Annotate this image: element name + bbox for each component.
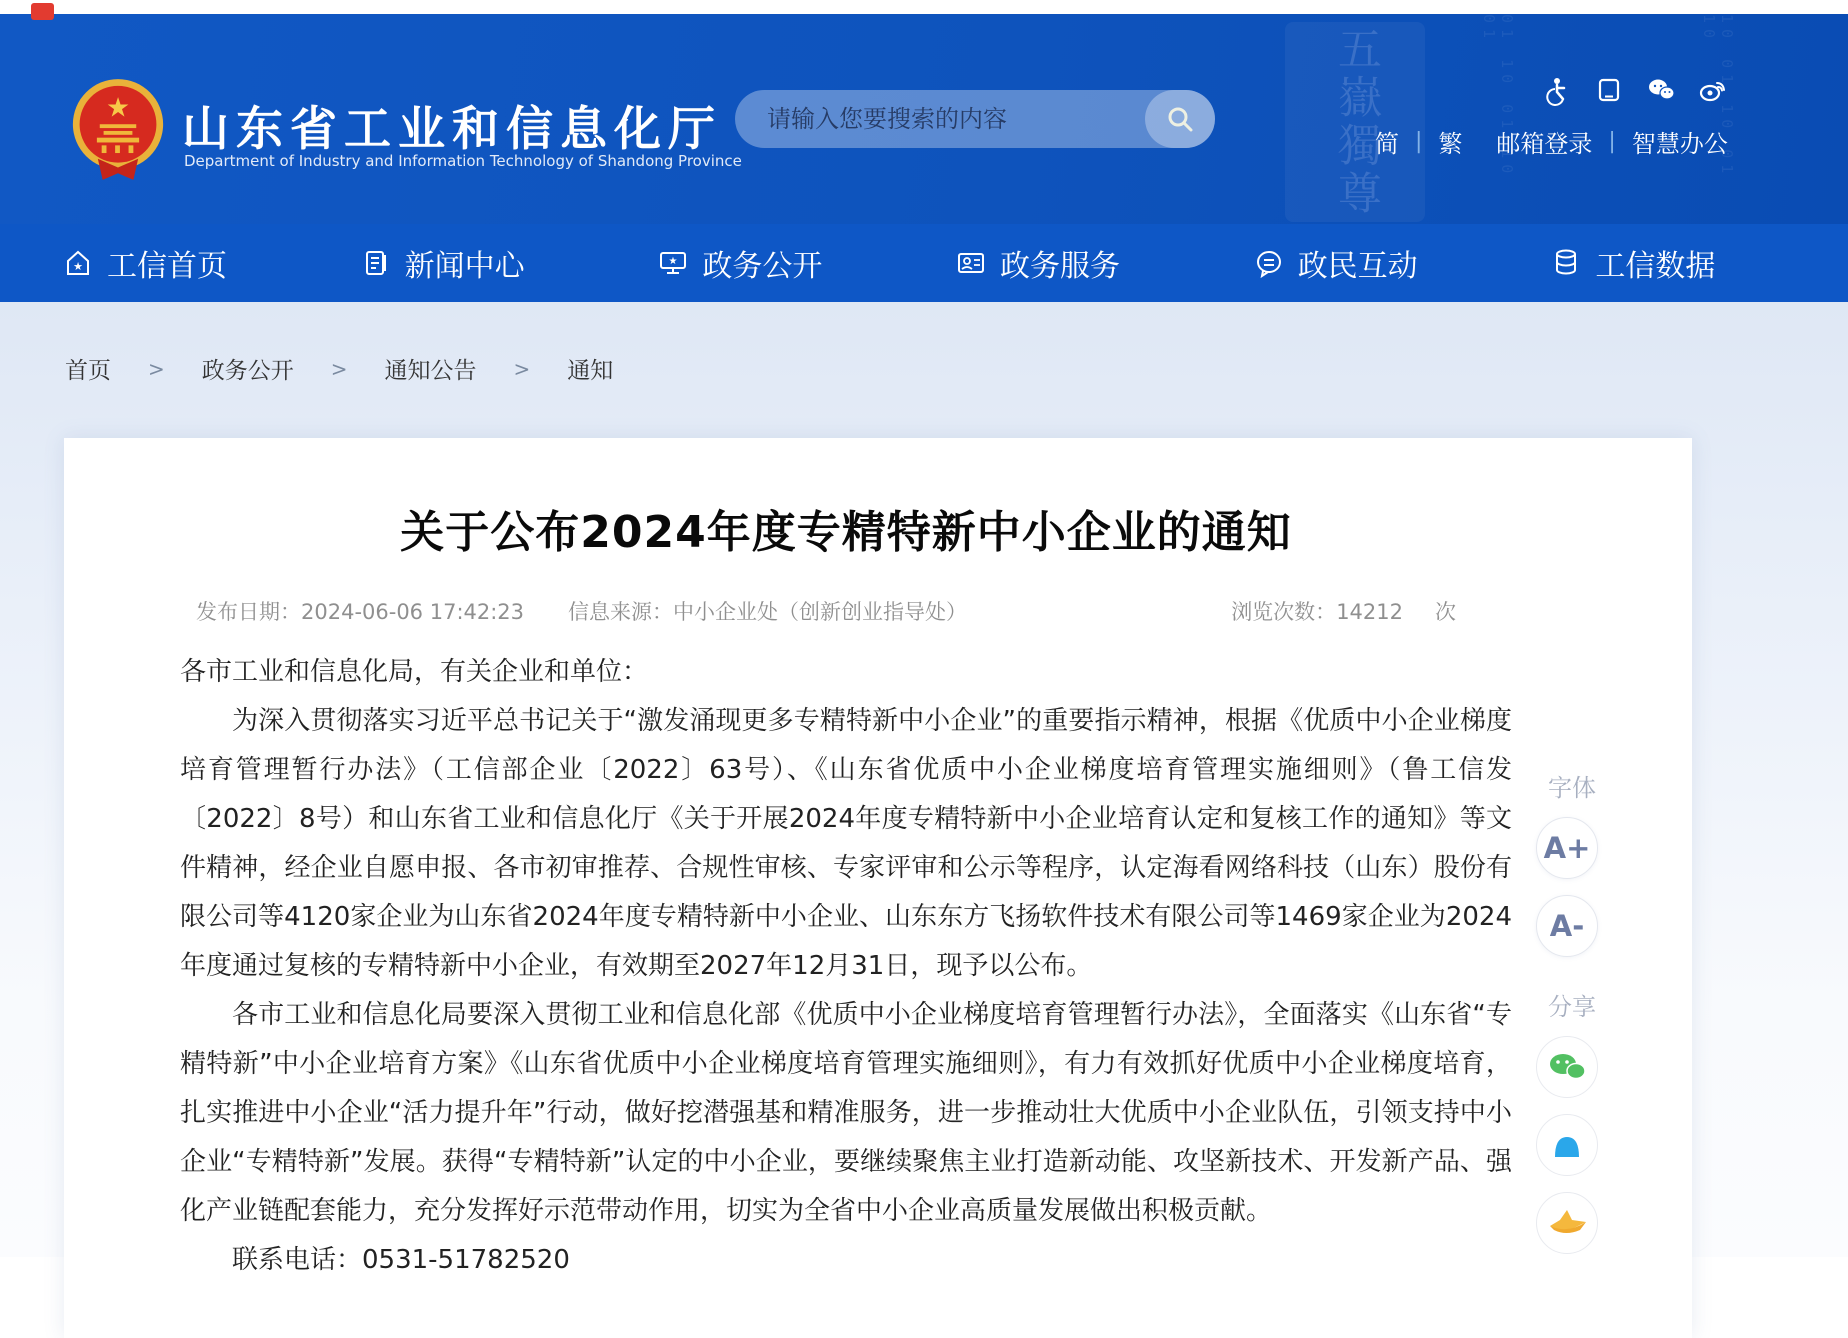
wechat-icon[interactable]	[1647, 76, 1675, 104]
smart-office-link[interactable]: 智慧办公	[1631, 130, 1728, 158]
lang-traditional-link[interactable]: 繁	[1438, 130, 1463, 158]
svg-text:★: ★	[73, 260, 83, 273]
main-nav	[0, 224, 1848, 302]
nav-item-gov-services[interactable]	[955, 241, 1253, 285]
search-button[interactable]	[1145, 90, 1215, 148]
nav-label: 工信首页	[107, 249, 227, 284]
qq-share-button[interactable]	[1536, 1114, 1598, 1176]
nav-label: 工信数据	[1595, 249, 1716, 284]
nav-item-data[interactable]	[1550, 241, 1848, 285]
search-input[interactable]	[735, 105, 1145, 133]
nav-label: 政务服务	[1000, 249, 1121, 284]
paragraph: 联系电话：0531-51782520	[232, 1245, 570, 1275]
qzone-share-button[interactable]	[1536, 1192, 1598, 1254]
accessibility-icon[interactable]	[1543, 76, 1571, 104]
nav-label: 政民互动	[1297, 249, 1418, 284]
breadcrumb-separator: >	[148, 356, 165, 381]
search-bar	[735, 90, 1215, 148]
article-title: 关于公布2024年度专精特新中小企业的通知	[400, 507, 1292, 558]
home-icon	[62, 247, 94, 279]
divider: |	[1608, 129, 1616, 154]
wechat-share-button[interactable]	[1536, 1036, 1598, 1098]
font-decrease-button[interactable]: A-	[1536, 895, 1598, 957]
mail-login-link[interactable]: 邮箱登录	[1496, 130, 1593, 158]
paragraph: 各市工业和信息化局要深入贯彻工业和信息化部《优质中小企业梯度培育管理暂行办法》，全面落实《山东省“专精特新”中小企业培育方案》《山东省优质中小企业梯度培育管理实施细则》，有力有效抓好优质中小企业梯度培育，扎实推进中小企业“活力提升年”行动，做好挖潜强基和精准服务，进一步推动壮大优质中小企业队伍，引领支持中小企业“专精特新”发展。获得“专精特新”认定的中小企业，要继续聚焦主业打造新动能、攻坚新技术、开发新产品、强化产业链配套能力，充分发挥好示范带动作用，切实为全省中小企业高质量发展做出积极贡献。	[180, 1000, 1512, 1226]
top-strip	[0, 0, 1848, 14]
svg-text:★: ★	[668, 256, 678, 267]
nav-item-home[interactable]	[62, 241, 360, 285]
breadcrumb-separator: >	[513, 356, 531, 381]
publish-date: 发布日期：2024-06-06 17:42:23	[196, 600, 525, 624]
views-count: 14212	[1336, 600, 1403, 624]
news-icon	[360, 247, 392, 279]
search-icon	[1165, 104, 1195, 134]
info-source: 信息来源：中小企业处（创新创业指导处）	[568, 600, 968, 624]
red-indicator-icon	[31, 3, 54, 20]
views-label: 浏览次数：	[1231, 600, 1337, 624]
wechat-share-icon	[1547, 1050, 1587, 1084]
site-title: 山东省工业和信息化厅	[182, 102, 722, 157]
header-quick-icons	[1543, 76, 1727, 104]
header-links	[1375, 124, 1728, 159]
chat-icon	[1253, 247, 1285, 279]
breadcrumb-separator: >	[330, 356, 348, 381]
site-subtitle: Department of Industry and Information Technology of Shandong Province	[184, 152, 742, 170]
divider: |	[1415, 129, 1423, 154]
nav-label: 新闻中心	[404, 249, 525, 284]
views-unit: 次	[1435, 600, 1456, 624]
qzone-share-icon	[1546, 1208, 1588, 1238]
nav-item-gov-disclosure[interactable]	[657, 241, 955, 285]
qq-share-icon	[1549, 1129, 1585, 1161]
share-label: 分享	[1548, 993, 1596, 1021]
binary-decor: 01 10 01 10 01	[1480, 14, 1516, 180]
nav-item-news[interactable]	[360, 241, 658, 285]
breadcrumb	[65, 352, 613, 385]
binary-decor: 10 01 10 01 10	[1700, 14, 1736, 180]
paragraph: 为深入贯彻落实习近平总书记关于“激发涌现更多专精特新中小企业”的重要指示精神，根据《优质中小企业梯度培育管理暂行办法》（工信部企业〔2022〕63号）、《山东省优质中小企业梯度培育管理实施细则》（鲁工信发〔2022〕8号）和山东省工业和信息化厅《关于开展2024年度专精特新中小企业培育认定和复核工作的通知》等文件精神，经企业自愿申报、各市初审推荐、合规性审核、专家评审和公示等程序，认定海看网络科技（山东）股份有限公司等4120家企业为山东省2024年度专精特新中小企业、山东东方飞扬软件技术有限公司等1469家企业为2024年度通过复核的专精特新中小企业，有效期至2027年12月31日，现予以公布。	[180, 706, 1512, 981]
database-icon	[1550, 247, 1582, 279]
stone-decor: 五嶽獨尊	[1285, 22, 1425, 222]
article-body	[180, 648, 1512, 1285]
site-header	[0, 14, 1848, 224]
paragraph: 各市工业和信息化局，有关企业和单位：	[180, 657, 649, 687]
nav-item-interaction[interactable]	[1253, 241, 1551, 285]
mobile-icon[interactable]	[1595, 76, 1623, 104]
article-card	[64, 438, 1692, 1338]
lang-simplified-link[interactable]: 简	[1375, 130, 1399, 158]
monitor-icon	[657, 247, 689, 279]
svg-text:★: ★	[105, 92, 131, 124]
breadcrumb-notice[interactable]: 通知	[567, 358, 614, 384]
weibo-icon[interactable]	[1699, 76, 1727, 104]
national-emblem-logo	[70, 76, 166, 188]
breadcrumb-notices[interactable]: 通知公告	[384, 358, 477, 384]
font-size-label: 字体	[1548, 774, 1596, 802]
font-increase-button[interactable]: A+	[1536, 817, 1598, 879]
article-meta	[180, 596, 1512, 626]
breadcrumb-home[interactable]: 首页	[65, 358, 111, 384]
nav-label: 政务公开	[702, 249, 823, 284]
service-icon	[955, 247, 987, 279]
page-tools	[1536, 768, 1602, 1270]
breadcrumb-gov-disclosure[interactable]: 政务公开	[201, 358, 294, 384]
